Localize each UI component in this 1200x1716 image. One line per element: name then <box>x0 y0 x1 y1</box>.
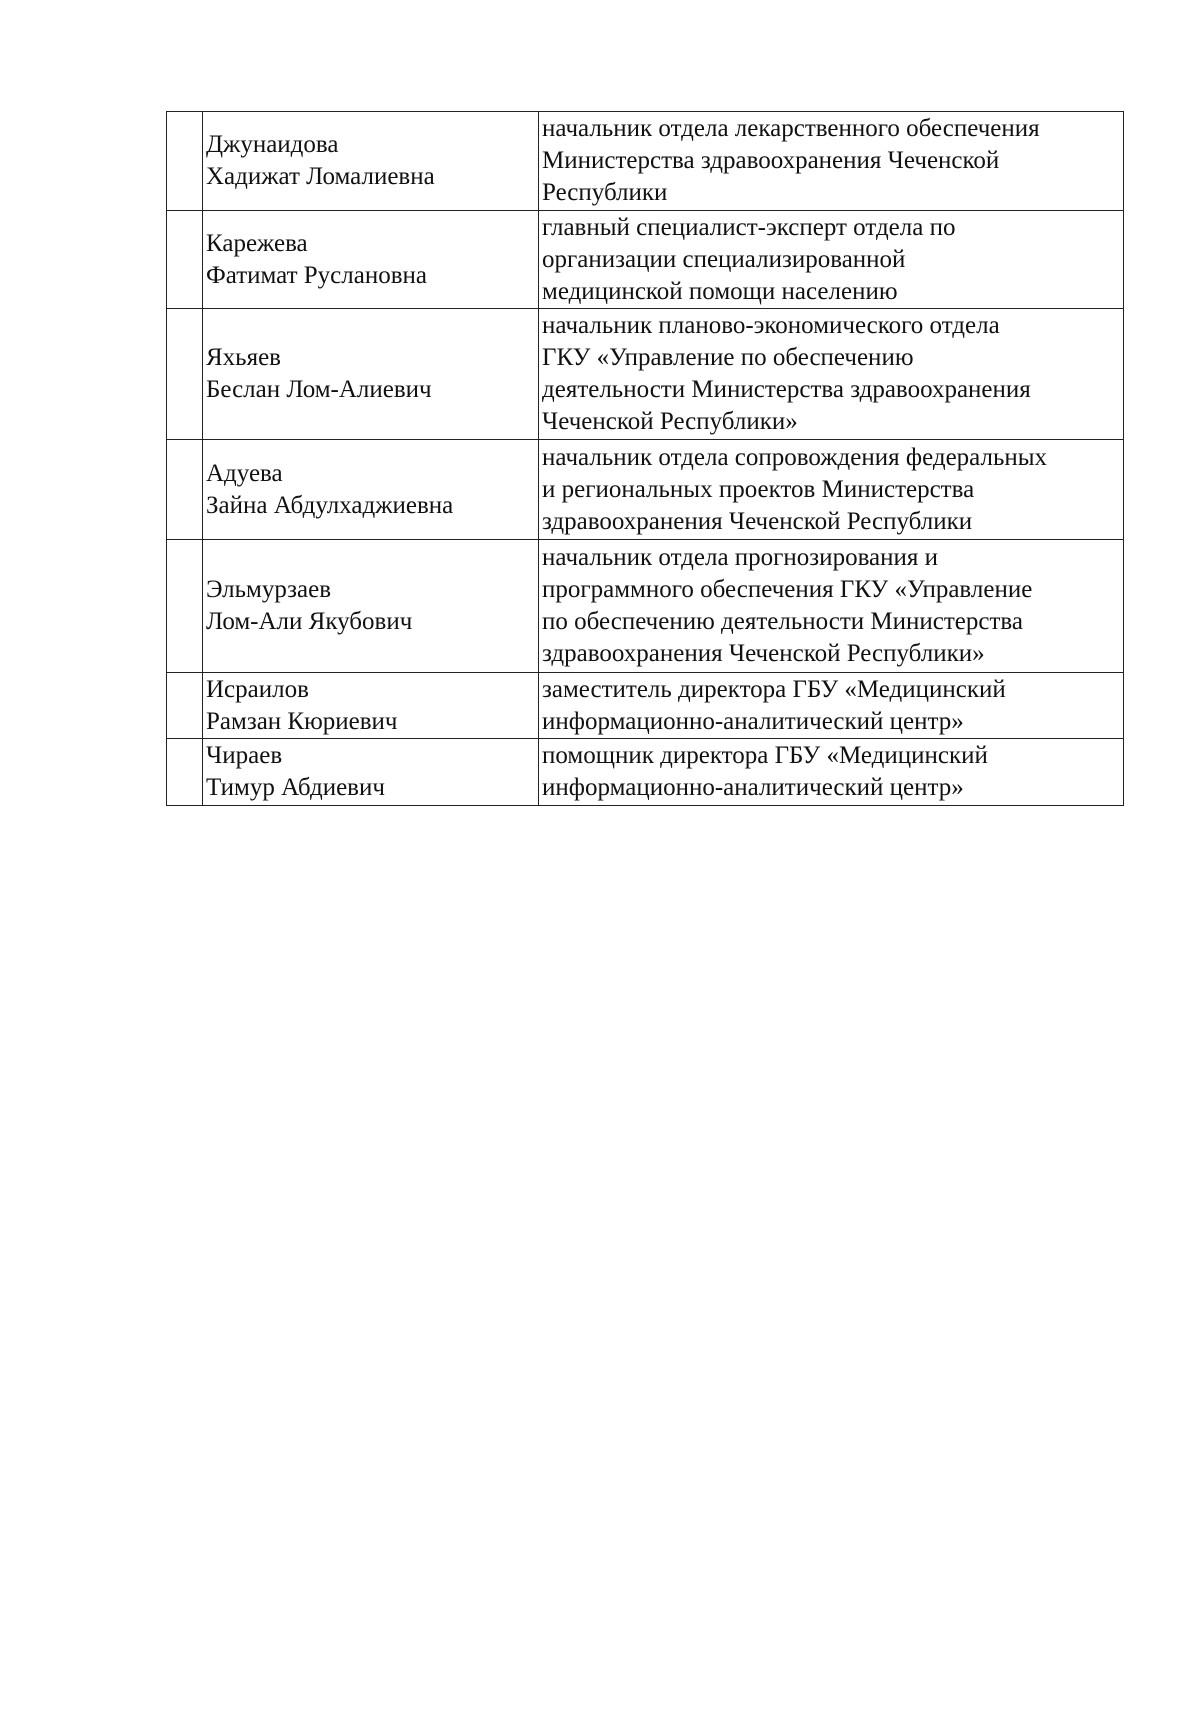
table-row <box>167 211 1124 309</box>
row-number-cell <box>167 739 203 806</box>
position-line: и региональных проектов Министерства <box>542 475 975 503</box>
member-position-cell <box>539 739 1124 806</box>
member-surname: Исраилов <box>206 675 309 703</box>
row-number-cell <box>167 309 203 440</box>
member-position-cell <box>539 540 1124 673</box>
position-line: медицинской помощи населению <box>542 277 898 305</box>
table-row <box>167 673 1124 739</box>
row-number-cell <box>167 440 203 540</box>
table-row <box>167 112 1124 211</box>
member-name-cell <box>203 112 539 211</box>
member-name-cell <box>203 211 539 309</box>
member-position-cell <box>539 440 1124 540</box>
position-line: информационно-аналитический центр» <box>542 707 964 735</box>
member-name-cell <box>203 540 539 673</box>
row-number-cell <box>167 673 203 739</box>
position-line: начальник отдела сопровождения федеральных <box>542 443 1048 471</box>
member-given-names: Фатимат Руслановна <box>206 261 428 289</box>
position-line: здравоохранения Чеченской Республики <box>542 507 973 535</box>
member-position-cell <box>539 309 1124 440</box>
member-surname: Чираев <box>206 742 283 769</box>
member-given-names: Лом-Али Якубович <box>206 608 413 635</box>
member-name-cell <box>203 739 539 806</box>
position-line: здравоохранения Чеченской Республики» <box>542 640 985 667</box>
table-row <box>167 739 1124 806</box>
position-line: главный специалист-эксперт отдела по <box>542 213 956 241</box>
table-row <box>167 440 1124 540</box>
member-given-names: Хадижат Ломалиевна <box>206 163 435 190</box>
position-line: Чеченской Республики» <box>542 408 798 435</box>
member-given-names: Зайна Абдулхаджиевна <box>206 491 454 519</box>
member-name-cell <box>203 440 539 540</box>
position-line: организации специализированной <box>542 245 906 273</box>
position-line: деятельности Министерства здравоохранения <box>542 376 1031 403</box>
position-line: Министерства здравоохранения Чеченской <box>542 147 1000 174</box>
member-surname: Яхьяев <box>206 344 281 371</box>
position-line: ГКУ «Управление по обеспечению <box>542 344 914 371</box>
row-number-cell <box>167 540 203 673</box>
member-position-cell <box>539 211 1124 309</box>
table-row <box>167 309 1124 440</box>
position-line: Республики <box>542 179 668 206</box>
position-line: начальник планово-экономического отдела <box>542 312 1000 339</box>
position-line: по обеспечению деятельности Министерства <box>542 608 1023 635</box>
member-name-cell <box>203 309 539 440</box>
position-line: начальник отдела прогнозирования и <box>542 544 939 571</box>
member-surname: Эльмурзаев <box>206 576 332 603</box>
position-line: программного обеспечения ГКУ «Управление <box>542 576 1033 603</box>
member-position-cell <box>539 673 1124 739</box>
row-number-cell <box>167 211 203 309</box>
position-line: помощник директора ГБУ «Медицинский <box>542 742 988 769</box>
table-row <box>167 540 1124 673</box>
position-line: заместитель директора ГБУ «Медицинский <box>542 675 1006 703</box>
member-name-cell <box>203 673 539 739</box>
member-surname: Джунаидова <box>206 131 339 158</box>
member-surname: Карежева <box>206 229 308 257</box>
member-given-names: Рамзан Кюриевич <box>206 707 398 735</box>
position-line: начальник отдела лекарственного обеспечения <box>542 115 1040 142</box>
member-position-cell <box>539 112 1124 211</box>
member-given-names: Беслан Лом-Алиевич <box>206 376 432 403</box>
row-number-cell <box>167 112 203 211</box>
members-table <box>166 111 1124 806</box>
member-given-names: Тимур Абдиевич <box>206 774 385 801</box>
position-line: информационно-аналитический центр» <box>542 774 964 801</box>
member-surname: Адуева <box>206 459 283 487</box>
